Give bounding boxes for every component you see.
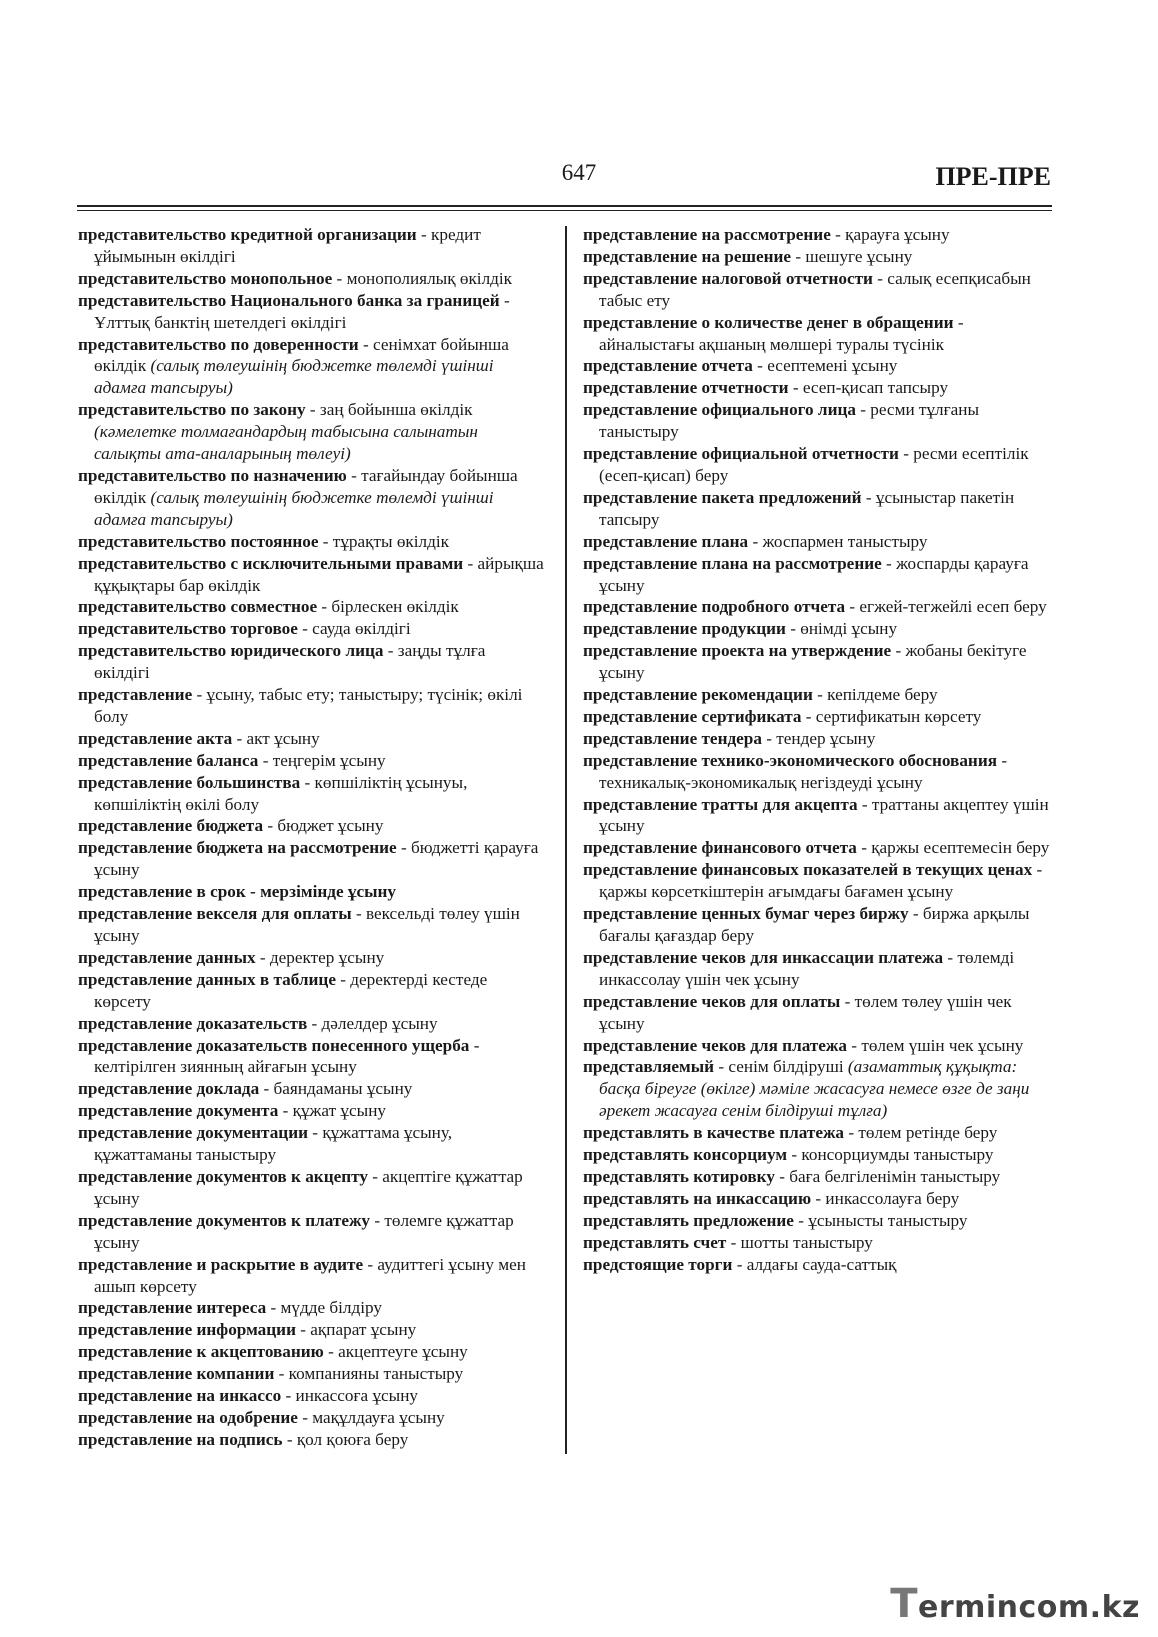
entry-definition: - сауда өкілдігі — [297, 619, 411, 639]
entry-term: представление финансовых показателей в текущих ценах — [583, 860, 1033, 880]
entry-term: представление документов к платежу — [78, 1210, 371, 1230]
dictionary-entry — [78, 1254, 544, 1298]
dictionary-entry — [583, 1166, 1053, 1188]
entry-definition: - ресми тұлғаны таныстыру — [599, 400, 980, 442]
entry-term: представлять котировку — [583, 1166, 775, 1186]
dictionary-entry — [78, 1341, 544, 1363]
dictionary-entry — [583, 837, 1053, 859]
entry-definition: - мақұлдауға ұсыну — [297, 1407, 445, 1427]
entry-definition: - сенімхат бойынша өкілдік — [94, 334, 509, 376]
entry-definition: - есеп-қисап тапсыру — [788, 378, 949, 398]
entry-definition: - алдағы сауда-саттық — [732, 1254, 897, 1274]
entry-definition: - деректерді кестеде көрсету — [94, 969, 488, 1011]
entry-term: представление официального лица — [583, 400, 856, 420]
entry-definition: - құжаттама ұсыну, құжаттаманы таныстыру — [94, 1123, 453, 1165]
entry-definition: - ресми есептілік (есеп-қисап) беру — [599, 444, 1029, 485]
dictionary-entry — [583, 531, 1053, 553]
entry-definition: - акт ұсыну — [232, 728, 320, 748]
dictionary-entry — [583, 859, 1053, 903]
dictionary-entry — [78, 553, 544, 597]
dictionary-entry — [78, 750, 544, 772]
entry-definition: - егжей-тегжейлі есеп беру — [845, 597, 1047, 617]
entry-term: представлять на инкассацию — [583, 1188, 812, 1208]
entry-definition: - шотты таныстыру — [726, 1232, 873, 1252]
entry-definition: - кепілдеме беру — [812, 685, 938, 705]
dictionary-entry — [78, 268, 544, 290]
dictionary-entry — [583, 794, 1053, 838]
entry-term: представление на подпись — [78, 1429, 283, 1449]
entry-term: представительство монопольное — [78, 268, 333, 288]
dictionary-entry — [583, 706, 1053, 728]
dictionary-entry — [78, 1013, 544, 1035]
entry-term: представление финансового отчета — [583, 838, 857, 858]
dictionary-entry — [583, 1188, 1053, 1210]
entry-term: представление налоговой отчетности — [583, 268, 873, 288]
dictionary-entry — [78, 531, 544, 553]
entry-definition: - аудиттегі ұсыну мен ашып көрсету — [94, 1254, 526, 1296]
entry-term: представительство с исключительными правами — [78, 553, 464, 573]
entry-definition: - сенім білдіруші — [714, 1057, 848, 1077]
entry-note: (салық төлеушінің бюджетке төлемді үшінші адамға тапсыруы) — [94, 487, 494, 529]
entry-definition: - монополиялық өкілдік — [332, 268, 513, 288]
dictionary-entry — [583, 553, 1053, 597]
entry-term: представление тратты для акцепта — [583, 794, 858, 814]
dictionary-entry — [583, 991, 1053, 1035]
entry-definition: - қарауға ұсыну — [830, 225, 950, 244]
dictionary-entry — [583, 487, 1053, 531]
entry-term: представление чеков для инкассации платежа — [583, 947, 944, 967]
dictionary-entry — [78, 1319, 544, 1341]
dictionary-entry — [583, 246, 1053, 268]
entry-definition: - жоспармен таныстыру — [748, 531, 928, 551]
entry-note: (кәмелетке толмағандардың табысына салынатын салықты ата-аналарының төлеуі) — [94, 422, 478, 464]
left-column — [78, 224, 544, 1451]
dictionary-entry — [583, 1122, 1053, 1144]
entry-term: представление сертификата — [583, 706, 802, 726]
dictionary-entry — [583, 947, 1053, 991]
entry-definition: - сертификатын көрсету — [801, 706, 982, 726]
entry-term: представление доказательств понесенного ущерба — [78, 1035, 470, 1055]
entry-definition: - техникалық-экономикалық негіздеуді ұсыну — [599, 750, 1008, 792]
entry-definition: - қаржы есептемесін беру — [856, 838, 1050, 858]
dictionary-entry — [583, 399, 1053, 443]
dictionary-entry — [583, 268, 1053, 312]
entry-definition: - деректер ұсыну — [255, 947, 385, 967]
entry-definition: - Ұлттық банктің шетелдегі өкілдігі — [94, 290, 510, 332]
entry-term: представление интереса — [78, 1298, 267, 1318]
dictionary-entry — [78, 728, 544, 750]
entry-definition: - төлемге құжаттар ұсыну — [94, 1210, 514, 1252]
dictionary-entry — [583, 1232, 1053, 1254]
entry-term: представление векселя для оплаты — [78, 904, 352, 924]
entry-definition: - ұсынысты таныстыру — [793, 1210, 968, 1230]
entry-term: представление в срок - мерзімінде ұсыну — [78, 882, 397, 902]
dictionary-entry — [78, 1035, 544, 1079]
entry-definition: - вексельді төлеу үшін ұсыну — [94, 904, 520, 945]
dictionary-entry — [583, 1254, 1053, 1276]
entry-definition: - баяндаманы ұсыну — [259, 1079, 413, 1099]
dictionary-entry — [78, 1363, 544, 1385]
entry-term: представление баланса — [78, 750, 259, 770]
entry-term: представление компании — [78, 1364, 275, 1384]
entry-term: представление информации — [78, 1320, 296, 1340]
entry-term: предстоящие торги — [583, 1254, 733, 1274]
dictionary-entry — [583, 728, 1053, 750]
entry-term: представление документа — [78, 1101, 279, 1121]
entry-definition: - кредит ұйымынын өкілдігі — [94, 225, 481, 266]
entry-term: представлять счет — [583, 1232, 727, 1252]
entry-term: представление подробного отчета — [583, 597, 846, 617]
dictionary-entry — [78, 1210, 544, 1254]
entry-term: представление плана на рассмотрение — [583, 553, 882, 573]
page-number: 647 — [561, 160, 597, 185]
dictionary-entry — [78, 1122, 544, 1166]
entry-term: представление о количестве денег в обращении — [583, 312, 954, 332]
entry-term: представление отчетности — [583, 378, 789, 398]
entry-term: представительство постоянное — [78, 531, 319, 551]
entry-term: представление чеков для платежа — [583, 1035, 847, 1055]
entry-term: представление бюджета на рассмотрение — [78, 838, 397, 858]
dictionary-entry — [78, 1297, 544, 1319]
entry-term: представление данных — [78, 947, 256, 967]
entry-term: представлять консорциум — [583, 1145, 788, 1165]
entry-term: представительство по закону — [78, 400, 306, 420]
entry-term: представительство по назначению — [78, 465, 347, 485]
dictionary-entry — [583, 903, 1053, 947]
entry-definition: - құжат ұсыну — [278, 1101, 386, 1121]
entry-term: представление тендера — [583, 728, 762, 748]
dictionary-entry — [583, 596, 1053, 618]
entry-term: представление на инкассо — [78, 1386, 282, 1406]
entry-term: представлять предложение — [583, 1210, 794, 1230]
entry-definition: - жобаны бекітуге ұсыну — [599, 641, 1027, 683]
entry-definition: - консорциумды таныстыру — [787, 1145, 994, 1165]
entry-definition: - төлем төлеу үшін чек ұсыну — [599, 991, 1012, 1033]
entry-definition: - инкассолауға беру — [811, 1188, 960, 1208]
entry-definition: - мүдде білдіру — [266, 1298, 382, 1318]
entry-definition: - теңгерім ұсыну — [258, 750, 386, 770]
entry-definition: - траттаны акцептеу үшін ұсыну — [599, 794, 1049, 836]
entry-term: представляемый — [583, 1057, 715, 1077]
site-logo: Termincom.kz — [890, 1581, 1140, 1627]
entry-definition: - төлем ретінде беру — [844, 1123, 998, 1143]
entry-term: представление пакета предложений — [583, 487, 862, 507]
dictionary-entry — [78, 596, 544, 618]
entry-definition: - жоспарды қарауға ұсыну — [599, 553, 1029, 595]
dictionary-entry — [583, 377, 1053, 399]
entry-definition: - есептемені ұсыну — [752, 356, 898, 376]
entry-definition: - көпшіліктің ұсынуы, көпшіліктің өкілі болу — [94, 772, 468, 814]
entry-term: представление на одобрение — [78, 1407, 298, 1427]
entry-term: представительство совместное — [78, 597, 318, 617]
entry-definition: - айналыстағы ақшаның мөлшері туралы түсінік — [599, 312, 964, 354]
entry-definition: - ақпарат ұсыну — [295, 1320, 417, 1340]
entry-definition: - баға белгіленімін таныстыру — [774, 1166, 1001, 1186]
entry-definition: - биржа арқылы бағалы қағаздар беру — [599, 904, 1030, 945]
header-rule-thick — [77, 205, 1052, 207]
dictionary-entry — [583, 618, 1053, 640]
dictionary-entry — [583, 750, 1053, 794]
entry-term: представление акта — [78, 728, 233, 748]
entry-term: представление продукции — [583, 619, 786, 639]
entry-term: представление — [78, 685, 193, 705]
column-divider — [565, 226, 567, 1454]
entry-term: представительство по доверенности — [78, 334, 359, 354]
entry-term: представление документации — [78, 1123, 308, 1143]
entry-definition: - бюджет ұсыну — [263, 816, 384, 836]
entry-definition: - дәлелдер ұсыну — [307, 1013, 438, 1033]
dictionary-entry — [78, 881, 544, 903]
entry-term: представление данных в таблице — [78, 969, 336, 989]
entry-term: представление бюджета — [78, 816, 264, 836]
entry-definition: - өнімді ұсыну — [785, 619, 898, 639]
entry-term: представление ценных бумаг через биржу — [583, 904, 909, 924]
dictionary-entry — [78, 290, 544, 334]
entry-term: представлять в качестве платежа — [583, 1123, 845, 1143]
entry-definition: - бюджетті қарауға ұсыну — [94, 838, 539, 880]
entry-term: представление чеков для оплаты — [583, 991, 841, 1011]
dictionary-entry — [78, 224, 544, 268]
entry-definition: - тұрақты өкілдік — [318, 531, 450, 551]
entry-definition: - бірлескен өкілдік — [317, 597, 459, 617]
entry-definition: - қаржы көрсеткіштерін ағымдағы бағамен ұсыну — [599, 860, 1043, 902]
dictionary-entry — [78, 1429, 544, 1451]
entry-note: (азаматтық құқықта: басқа біреуге (өкілге) мәміле жасасуға немесе өзге де заңи әрекет жасауға сенім білдіруші тұлға) — [599, 1057, 1030, 1121]
entry-term: представление документов к акцепту — [78, 1166, 368, 1186]
dictionary-entry — [78, 399, 544, 465]
entry-definition: - төлем үшін чек ұсыну — [847, 1035, 1024, 1055]
entry-term: представительство юридического лица — [78, 641, 384, 661]
entry-term: представление на рассмотрение — [583, 225, 831, 244]
dictionary-entry — [583, 1035, 1053, 1057]
entry-definition: - салық есепқисабын табыс ету — [599, 268, 1031, 310]
entry-definition: - ұсыну, табыс ету; таныстыру; түсінік; өкілі болу — [94, 685, 523, 726]
entry-term: представление проекта на утверждение — [583, 641, 892, 661]
entry-term: представление и раскрытие в аудите — [78, 1254, 364, 1274]
entry-definition: - акцептіге құжаттар ұсыну — [94, 1166, 523, 1208]
dictionary-entry — [78, 1166, 544, 1210]
dictionary-entry — [78, 618, 544, 640]
dictionary-entry — [583, 355, 1053, 377]
dictionary-entry — [78, 969, 544, 1013]
entry-term: представление доказательств — [78, 1013, 308, 1033]
dictionary-entry — [583, 224, 1053, 246]
dictionary-entry — [78, 1100, 544, 1122]
entry-term: представление доклада — [78, 1079, 260, 1099]
dictionary-entry — [78, 1078, 544, 1100]
entry-definition: - қол қоюға беру — [282, 1429, 409, 1449]
dictionary-entry — [78, 772, 544, 816]
entry-term: представительство Национального банка за границей — [78, 290, 500, 310]
dictionary-entry — [78, 1407, 544, 1429]
right-column — [583, 224, 1053, 1276]
entry-term: представление отчета — [583, 356, 753, 376]
dictionary-entry — [78, 1385, 544, 1407]
entry-term: представительство кредитной организации — [78, 225, 417, 244]
entry-term: представление к акцептованию — [78, 1342, 324, 1362]
dictionary-entry — [78, 640, 544, 684]
entry-term: представление на решение — [583, 246, 792, 266]
header-rule-thin — [77, 210, 1052, 211]
running-head: ПРЕ-ПРЕ — [935, 162, 1051, 191]
entry-definition: - айрықша құқықтары бар өкілдік — [94, 553, 544, 595]
entry-term: представление большинства — [78, 772, 301, 792]
dictionary-entry — [583, 1210, 1053, 1232]
entry-term: представление официальной отчетности — [583, 444, 899, 464]
entry-definition: - келтірілген зиянның айғағын ұсыну — [94, 1035, 480, 1077]
entry-definition: - заңды тұлға өкілдігі — [94, 641, 486, 683]
entry-term: представительство торговое — [78, 619, 298, 639]
entry-term: представление рекомендации — [583, 685, 813, 705]
entry-definition: - тендер ұсыну — [761, 728, 876, 748]
entry-note: (салық төлеушінің бюджетке төлемді үшінші адамға тапсыруы) — [94, 356, 494, 398]
entry-definition: - ұсыныстар пакетін тапсыру — [599, 487, 1015, 529]
entry-definition: - тағайындау бойынша өкілдік — [94, 465, 518, 507]
entry-definition: - компанияны таныстыру — [274, 1364, 464, 1384]
entry-definition: - инкассоға ұсыну — [281, 1386, 419, 1406]
dictionary-entry — [583, 443, 1053, 487]
dictionary-entry — [78, 684, 544, 728]
entry-definition: - заң бойынша өкілдік — [305, 400, 473, 420]
dictionary-entry — [583, 684, 1053, 706]
dictionary-entry — [583, 640, 1053, 684]
dictionary-entry — [583, 1144, 1053, 1166]
dictionary-entry — [583, 1056, 1053, 1122]
dictionary-entry — [78, 837, 544, 881]
dictionary-entry — [78, 465, 544, 531]
dictionary-entry — [78, 334, 544, 400]
entry-definition: - төлемді инкассолау үшін чек ұсыну — [599, 947, 1015, 989]
entry-term: представление технико-экономического обоснования — [583, 750, 998, 770]
dictionary-entry — [583, 312, 1053, 356]
entry-definition: - шешуге ұсыну — [791, 246, 913, 266]
dictionary-entry — [78, 815, 544, 837]
dictionary-entry — [78, 947, 544, 969]
dictionary-entry — [78, 903, 544, 947]
entry-definition: - акцептеуге ұсыну — [323, 1342, 468, 1362]
entry-term: представление плана — [583, 531, 749, 551]
